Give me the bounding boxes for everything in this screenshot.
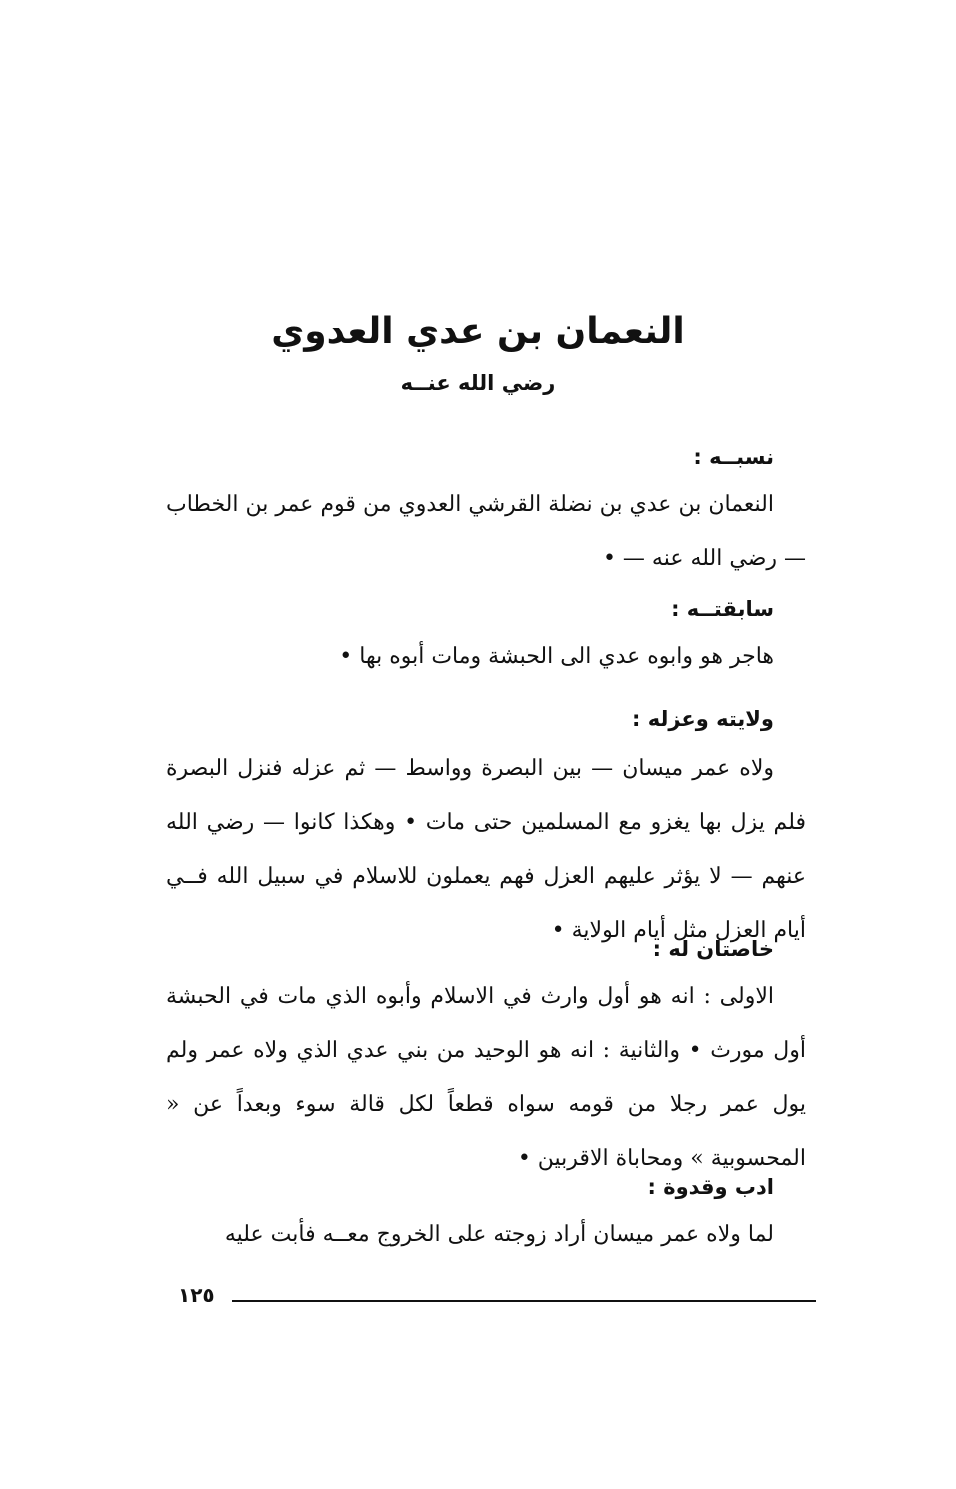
footer-rule — [232, 1300, 816, 1302]
section-heading-appointment: ولايته وعزله : — [632, 707, 774, 731]
section-heading-manners: ادب وقدوة : — [647, 1175, 774, 1199]
section-text-manners: لما ولاه عمر ميسان أراد زوجته على الخروج معــه فأبت عليه — [224, 1222, 774, 1247]
section-text-lineage: النعمان بن عدي بن نضلة القرشي العدوي من قوم عمر بن الخطاب — رضي الله عنه — • — [166, 492, 806, 571]
page-number: ١٢٥ — [178, 1283, 215, 1307]
page-title: النعمان بن عدي العدوي — [271, 311, 685, 352]
section-heading-precedence: سابقتــه : — [671, 597, 774, 621]
page-subtitle: رضي الله عنــه — [400, 371, 556, 395]
section-heading-lineage: نسبــه : — [693, 445, 774, 469]
section-text-precedence: هاجر هو وابوه عدي الى الحبشة ومات أبوه بها • — [339, 644, 774, 669]
section-text-appointment: ولاه عمر ميسان — بين البصرة وواسط — ثم عزله فنزل البصرة فلم يزل بها يغزو مع المسلمين حتى مات • وهكذا كانوا — رضي الله عنهم — لا يؤثر عليهم العزل فهم يعملون للاسلام في سبيل الله فــي أيام العزل مثل أيام الولاية • — [166, 756, 806, 943]
section-text-distinctions: الاولى : انه هو أول وارث في الاسلام وأبوه الذي مات في الحبشة أول مورث • والثانية : انه هو الوحيد من بني عدي الذي ولاه عمر ولم يول عمر رجلا من قومه سواه قطعاً لكل قالة سوء وبعداً عن « المحسوبية » ومحاباة الاقربين • — [166, 984, 806, 1171]
section-heading-distinctions: خاصتان له : — [652, 937, 774, 961]
